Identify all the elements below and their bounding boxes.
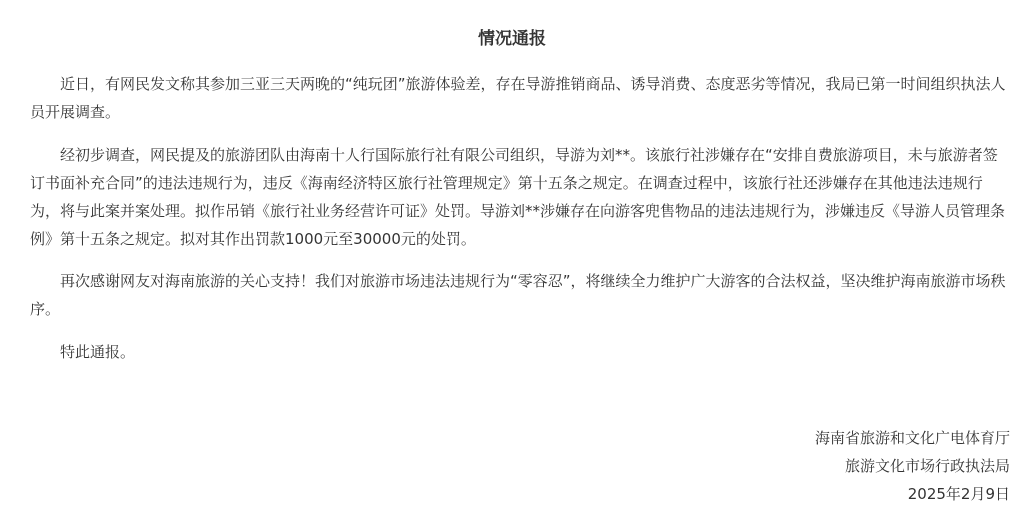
signature-department: 海南省旅游和文化广电体育厅 xyxy=(814,429,1010,447)
signature-date: 2025年2月9日 xyxy=(907,485,1010,503)
notice-title: 情况通报 xyxy=(478,29,546,49)
paragraph-investigation: 经初步调查，网民提及的旅游团队由海南十人行国际旅行社有限公司组织，导游为刘**。该旅行社涉嫌存在“安排自费旅游项目，未与旅游者签订书面补充合同”的违法违规行为，违反《海南经济特区旅行社管理规定》第十五条之规定。在调查过程中，该旅行社还涉嫌存在其他违法违规行为，将与此案并案处理。拟作吊销《旅行社业务经营许可证》处罚。导游刘**涉嫌存在向游客兜售物品的违法违规行为，涉嫌违反《导游人员管理条例》第十五条之规定。拟对其作出罚款1000元至30000元的处罚。 xyxy=(30,146,1006,248)
paragraph-closing: 特此通报。 xyxy=(60,343,136,361)
paragraph-intro: 近日，有网民发文称其参加三亚三天两晚的“纯玩团”旅游体验差，存在导游推销商品、诱导消费、态度恶劣等情况，我局已第一时间组织执法人员开展调查。 xyxy=(30,75,1006,121)
paragraph-thanks: 再次感谢网友对海南旅游的关心支持！我们对旅游市场违法违规行为“零容忍”，将继续全力维护广大游客的合法权益，坚决维护海南旅游市场秩序。 xyxy=(30,272,1006,318)
signature-bureau: 旅游文化市场行政执法局 xyxy=(844,457,1010,475)
